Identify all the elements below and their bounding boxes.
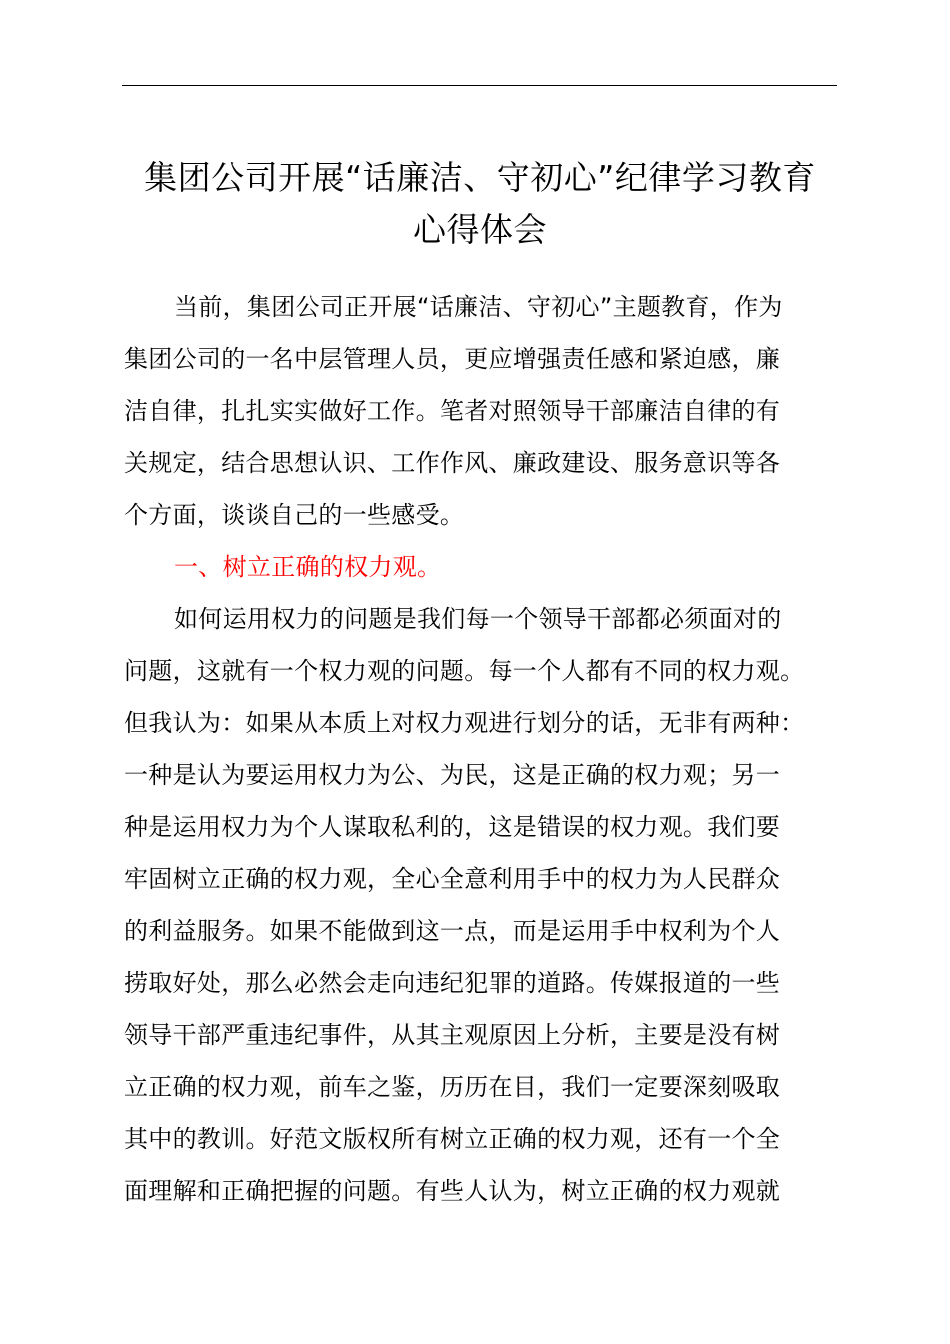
paragraph-line: 牢固树立正确的权力观，全心全意利用手中的权力为人民群众 (124, 865, 781, 893)
paragraph-line: 但我认为：如果从本质上对权力观进行划分的话，无非有两种： (124, 709, 805, 737)
paragraph-line: 集团公司的一名中层管理人员，更应增强责任感和紧迫感，廉 (124, 345, 781, 373)
paragraph-line: 个方面，谈谈自己的一些感受。 (124, 501, 465, 529)
header-rule (122, 85, 837, 86)
paragraph-line: 的利益服务。如果不能做到这一点，而是运用手中权利为个人 (124, 917, 781, 945)
paragraph-line: 立正确的权力观，前车之鉴，历历在目，我们一定要深刻吸取 (124, 1073, 781, 1101)
section-heading: 一、树立正确的权力观。 (174, 553, 442, 581)
paragraph-line: 问题，这就有一个权力观的问题。每一个人都有不同的权力观。 (124, 657, 805, 685)
paragraph-line: 当前，集团公司正开展“话廉洁、守初心”主题教育，作为 (174, 293, 783, 321)
paragraph-line: 一种是认为要运用权力为公、为民，这是正确的权力观；另一 (124, 761, 781, 789)
paragraph-line: 其中的教训。好范文版权所有树立正确的权力观，还有一个全 (124, 1125, 781, 1153)
paragraph-line: 面理解和正确把握的问题。有些人认为，树立正确的权力观就 (124, 1177, 781, 1205)
paragraph-line: 关规定，结合思想认识、工作作风、廉政建设、服务意识等各 (124, 449, 781, 477)
paragraph-line: 如何运用权力的问题是我们每一个领导干部都必须面对的 (174, 605, 782, 633)
paragraph-line: 领导干部严重违纪事件，从其主观原因上分析，主要是没有树 (124, 1021, 781, 1049)
paragraph-line: 捞取好处，那么必然会走向违纪犯罪的道路。传媒报道的一些 (124, 969, 781, 997)
title-line-1: 集团公司开展“话廉洁、守初心”纪律学习教育 (144, 158, 816, 197)
title-line-2: 心得体会 (413, 210, 547, 249)
paragraph-line: 种是运用权力为个人谋取私利的，这是错误的权力观。我们要 (124, 813, 781, 841)
paragraph-line: 洁自律，扎扎实实做好工作。笔者对照领导干部廉洁自律的有 (124, 397, 781, 425)
document-title (110, 152, 850, 256)
